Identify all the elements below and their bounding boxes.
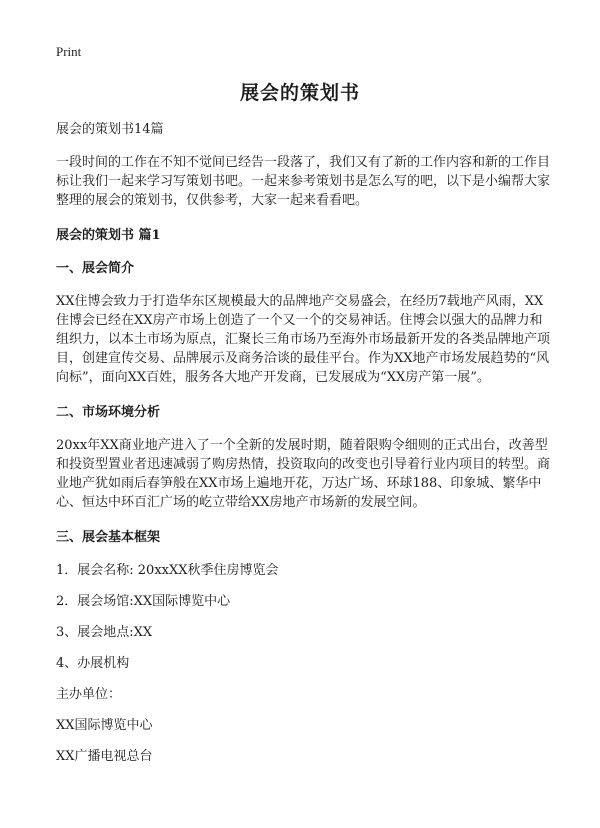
section-title: 展会的策划书 篇1 [56,228,161,243]
document-title: 展会的策划书 [239,82,360,104]
list-item: XX广播电视总台 [56,749,153,764]
document-subtitle: 展会的策划书14篇 [56,122,164,137]
list-item: 3、展会地点:XX [56,625,153,640]
list-item: 1．展会名称: 20xxXX秋季住房博览会 [56,563,279,578]
heading-market-analysis: 二、市场环境分析 [56,405,161,420]
print-link[interactable]: Print [56,44,82,59]
heading-framework: 三、展会基本框架 [56,530,161,545]
list-item: 2．展会场馆:XX国际博览中心 [56,594,231,609]
document-body [56,120,550,778]
heading-introduction: 一、展会简介 [56,261,135,276]
market-analysis-paragraph: 20xx年XX商业地产进入了一个全新的发展时期，随着限购令细则的正式出台，改善型和投资型置业者迅速减弱了购房热情，投资取向的改变也引导着行业内项目的转型。商业地产犹如雨后春笋般在XX市场上遍地开花，万达广场、环球188、印象城、繁华中心、恒达中环百汇广场的屹立带给XX房地产市场新的发展空间。 [56,438,551,510]
intro-paragraph: 一段时间的工作在不知不觉间已经告一段落了，我们又有了新的工作内容和新的工作目标让我们一起来学习写策划书吧。一起来参考策划书是怎么写的吧，以下是小编帮大家整理的展会的策划书，仅供参考，大家一起来看看吧。 [56,155,551,208]
list-item: 4、办展机构 [56,656,130,671]
list-item: 主办单位： [56,687,122,702]
list-item: XX国际博览中心 [56,718,153,733]
introduction-paragraph: XX住博会致力于打造华东区规模最大的品牌地产交易盛会，在经历7载地产风雨，XX住博会已经在XX房产市场上创造了一个又一个的交易神话。住博会以强大的品牌力和组织力，以本土市场为原点，汇聚长三角市场乃至海外市场最新开发的各类品牌地产项目，创建宣传交易、品牌展示及商务洽谈的最佳平台。作为XX地产市场发展趋势的“风向标”，面向XX百姓，服务各大地产开发商，已发展成为“XX房产第一展”。 [56,294,551,385]
